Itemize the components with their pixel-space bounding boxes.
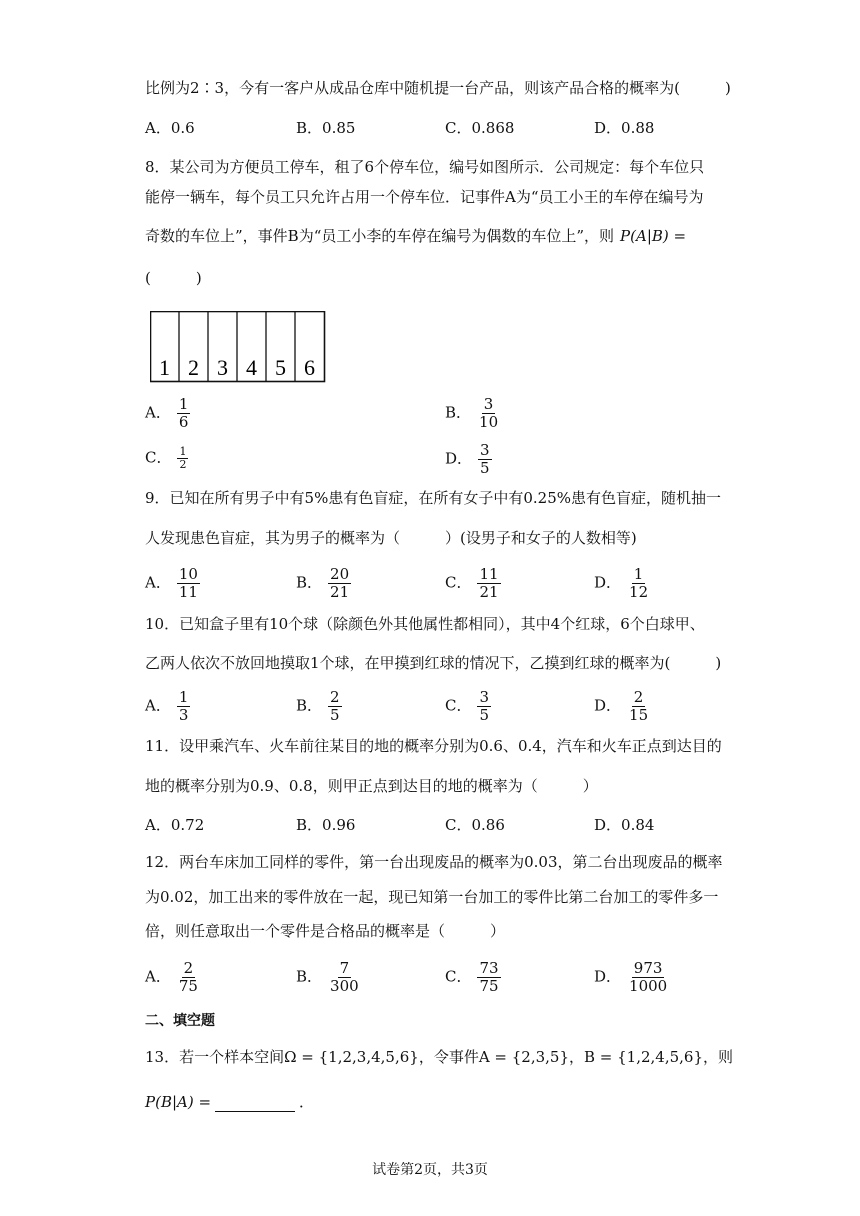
q13-expression: P(B|A) =	[145, 1093, 212, 1111]
q12-option-d[interactable]: D． $\frac{973}{1000}$	[594, 959, 668, 995]
q9-option-d[interactable]: D． $\frac{1}{12}$	[594, 565, 649, 601]
slot-label-1: 1	[159, 355, 170, 380]
q7-option-d[interactable]: D．0.88	[594, 119, 655, 137]
slot-label-6: 6	[304, 355, 315, 380]
q10-option-b[interactable]: B． $\frac{2}{5}$	[296, 688, 340, 724]
q10-line-1: 10．已知盒子里有10个球（除颜色外其他属性都相同），其中4个红球，6个白球甲、	[145, 615, 705, 633]
q9-option-c[interactable]: C． $\frac{11}{21}$	[445, 565, 499, 601]
q9-option-a[interactable]: A． $\frac{10}{11}$	[145, 565, 198, 601]
q8-line-3: 奇数的车位上”，事件B为“员工小李的车停在编号为偶数的车位上”，则 P(A|B) =	[145, 227, 687, 245]
q9-line-1: 9．已知在所有男子中有5%患有色盲症，在所有女子中有0.25%患有色盲症，随机抽一	[145, 489, 721, 507]
q8-option-c[interactable]: C． $\frac{1}{2}$	[145, 445, 187, 471]
q8-line-1: 8．某公司为方便员工停车，租了6个停车位，编号如图所示．公司规定：每个车位只	[145, 158, 705, 176]
q10-line-2: 乙两人依次不放回地摸取1个球，在甲摸到红球的情况下，乙摸到红球的概率为( )	[145, 654, 722, 672]
q7-option-c[interactable]: C．0.868	[445, 119, 515, 137]
q11-option-b[interactable]: B．0.96	[296, 816, 356, 834]
q9-line-2: 人发现患色盲症，其为男子的概率为（ ）(设男子和女子的人数相等)	[145, 529, 637, 547]
q13-line-2: P(B|A) = ．	[145, 1093, 315, 1111]
q8-line-2: 能停一辆车，每个员工只允许占用一个停车位．记事件A为“员工小王的车停在编号为	[145, 188, 704, 206]
slot-label-4: 4	[246, 355, 257, 380]
q11-line-2: 地的概率分别为0.9、0.8，则甲正点到达目的地的概率为（ ）	[145, 777, 598, 795]
q11-line-1: 11．设甲乘汽车、火车前往某目的地的概率分别为0.6、0.4，汽车和火车正点到达目的	[145, 737, 722, 755]
q12-option-a[interactable]: A． $\frac{2}{75}$	[145, 959, 198, 995]
parking-slot-diagram	[150, 311, 326, 383]
q8-option-b[interactable]: B． $\frac{3}{10}$	[445, 395, 499, 431]
q12-line-3: 倍，则任意取出一个零件是合格品的概率是（ ）	[145, 922, 506, 940]
q7-text: 比例为2∶3，今有一客户从成品仓库中随机提一台产品，则该产品合格的概率为( )	[145, 79, 731, 97]
q12-option-c[interactable]: C． $\frac{73}{75}$	[445, 959, 499, 995]
q7-option-a[interactable]: A．0.6	[145, 119, 195, 137]
q8-option-a[interactable]: A． $\frac{1}{6}$	[145, 395, 189, 431]
q11-option-a[interactable]: A．0.72	[145, 816, 205, 834]
section-heading-fill-in: 二、填空题	[145, 1013, 215, 1029]
q7-option-b[interactable]: B．0.85	[296, 119, 356, 137]
q9-option-b[interactable]: B． $\frac{20}{21}$	[296, 565, 350, 601]
q8-answer-paren: ( )	[145, 269, 202, 287]
q11-option-d[interactable]: D．0.84	[594, 816, 655, 834]
q8-option-d[interactable]: D． $\frac{3}{5}$	[445, 441, 490, 477]
slot-label-5: 5	[275, 355, 286, 380]
q12-line-1: 12．两台车床加工同样的零件，第一台出现废品的概率为0.03，第二台出现废品的概率	[145, 853, 723, 871]
q10-option-d[interactable]: D． $\frac{2}{15}$	[594, 688, 649, 724]
q13-answer-blank[interactable]	[215, 1095, 295, 1112]
q10-option-c[interactable]: C． $\frac{3}{5}$	[445, 688, 490, 724]
page-footer: 试卷第2页，共3页	[372, 1162, 488, 1178]
q10-option-a[interactable]: A． $\frac{1}{3}$	[145, 688, 189, 724]
slot-label-2: 2	[188, 355, 199, 380]
slot-label-3: 3	[217, 355, 228, 380]
q11-option-c[interactable]: C．0.86	[445, 816, 505, 834]
q13-line-1: 13．若一个样本空间Ω = {1,2,3,4,5,6}，令事件A = {2,3,5}，B = {1,2,4,5,6}，则	[145, 1048, 734, 1066]
q12-option-b[interactable]: B． $\frac{7}{300}$	[296, 959, 359, 995]
q8-expression: P(A|B) =	[620, 227, 687, 245]
q12-line-2: 为0.02，加工出来的零件放在一起，现已知第一台加工的零件比第二台加工的零件多一	[145, 888, 719, 906]
